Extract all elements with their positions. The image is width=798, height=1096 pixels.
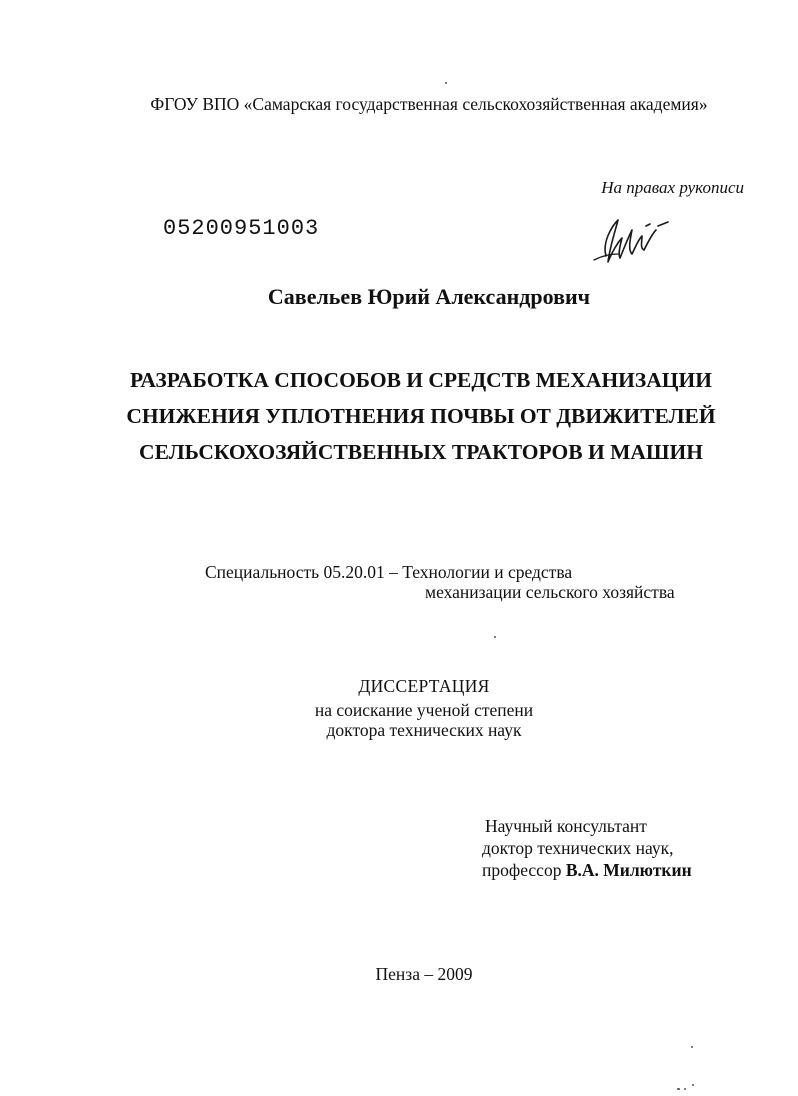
- consultant-degree: доктор технических наук,: [482, 838, 674, 858]
- scan-speck: [684, 1088, 686, 1090]
- title-line-3: СЕЛЬСКОХОЗЯЙСТВЕННЫХ ТРАКТОРОВ И МАШИН: [139, 440, 703, 464]
- consultant-title: [482, 860, 692, 881]
- title-line-2: СНИЖЕНИЯ УПЛОТНЕНИЯ ПОЧВЫ ОТ ДВИЖИТЕЛЕЙ: [126, 404, 716, 428]
- registry-code: 05200951003: [163, 216, 320, 241]
- city-year: Пенза – 2009: [375, 964, 473, 984]
- work-type: ДИССЕРТАЦИЯ: [358, 676, 490, 696]
- scan-speck: [494, 636, 496, 638]
- consultant-title-prefix: профессор: [482, 860, 566, 880]
- degree-line-1: на соискание ученой степени: [314, 700, 534, 720]
- consultant-name: В.А. Милюткин: [565, 860, 692, 880]
- specialty-line-1: Специальность 05.20.01 – Технологии и средства: [205, 562, 573, 582]
- scan-speck: [677, 1088, 680, 1090]
- scan-speck: [445, 82, 447, 84]
- handwritten-signature: [588, 212, 678, 272]
- degree-line-2: доктора технических наук: [326, 720, 522, 740]
- specialty-line-2: механизации сельского хозяйства: [425, 582, 675, 602]
- scan-speck: [692, 1084, 694, 1086]
- title-line-1: РАЗРАБОТКА СПОСОБОВ И СРЕДСТВ МЕХАНИЗАЦИИ: [130, 368, 712, 392]
- manuscript-note: На правах рукописи: [601, 178, 744, 197]
- consultant-role: Научный консультант: [485, 816, 647, 836]
- institution-name: ФГОУ ВПО «Самарская государственная сельскохозяйственная академия»: [150, 94, 708, 114]
- author-name: Савельев Юрий Александрович: [267, 284, 591, 309]
- scan-speck: [691, 1046, 693, 1048]
